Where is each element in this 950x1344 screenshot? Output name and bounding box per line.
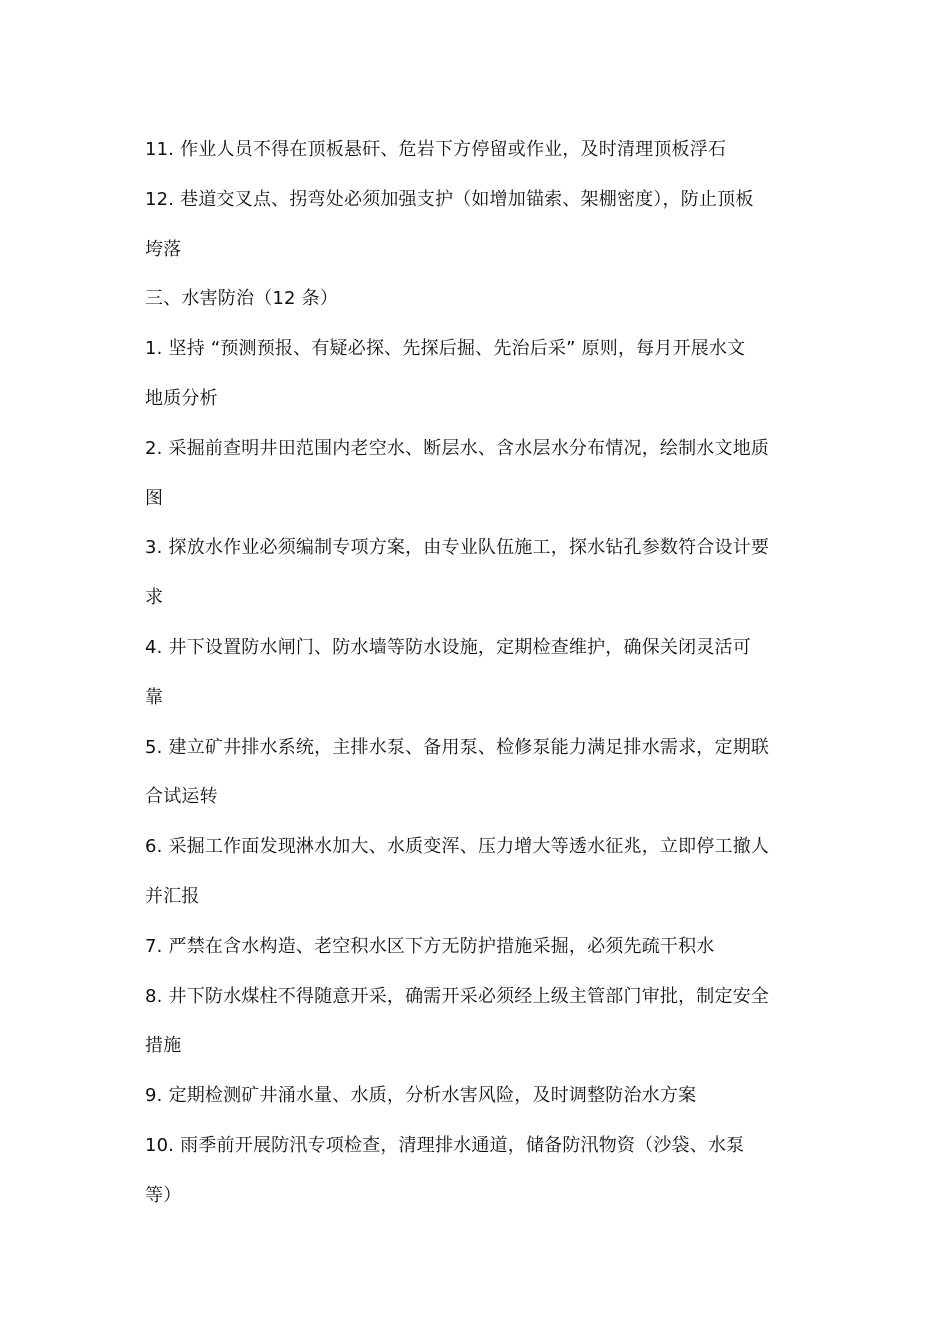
- text-line: 9. 定期检测矿井涌水量、水质，分析水害风险，及时调整防治水方案: [145, 1085, 697, 1107]
- text-line: 5. 建立矿井排水系统，主排水泵、备用泵、检修泵能力满足排水需求，定期联: [145, 736, 770, 758]
- text-line: 图: [145, 487, 164, 509]
- text-line: 求: [145, 587, 164, 609]
- text-line: 6. 采掘工作面发现淋水加大、水质变浑、压力增大等透水征兆，立即停工撤人: [145, 836, 770, 858]
- document-body: [145, 125, 810, 1221]
- text-line: 靠: [145, 686, 164, 708]
- text-line: 地质分析: [145, 387, 218, 409]
- text-line: 1. 坚持 “预测预报、有疑必探、先探后掘、先治后采” 原则，每月开展水文: [145, 338, 746, 360]
- text-line: 10. 雨季前开展防汛专项检查，清理排水通道，储备防汛物资（沙袋、水泵: [145, 1134, 745, 1156]
- text-line: 2. 采掘前查明井田范围内老空水、断层水、含水层水分布情况，绘制水文地质: [145, 437, 770, 459]
- text-line: 垮落: [145, 238, 182, 260]
- text-line: 并汇报: [145, 885, 200, 907]
- text-line: 4. 井下设置防水闸门、防水墙等防水设施，定期检查维护，确保关闭灵活可: [145, 636, 751, 658]
- section-heading: 三、水害防治（12 条）: [145, 288, 339, 310]
- text-line: 7. 严禁在含水构造、老空积水区下方无防护措施采掘，必须先疏干积水: [145, 935, 715, 957]
- text-line: 12. 巷道交叉点、拐弯处必须加强支护（如增加锚索、架棚密度），防止顶板: [145, 188, 754, 210]
- text-line: 3. 探放水作业必须编制专项方案，由专业队伍施工，探水钻孔参数符合设计要: [145, 537, 770, 559]
- text-line: 措施: [145, 1035, 182, 1057]
- text-line: 8. 井下防水煤柱不得随意开采，确需开采必须经上级主管部门审批，制定安全: [145, 985, 770, 1007]
- text-line: 合试运转: [145, 786, 218, 808]
- text-line: 11. 作业人员不得在顶板悬矸、危岩下方停留或作业，及时清理顶板浮石: [145, 139, 727, 160]
- text-line: 等）: [145, 1184, 182, 1206]
